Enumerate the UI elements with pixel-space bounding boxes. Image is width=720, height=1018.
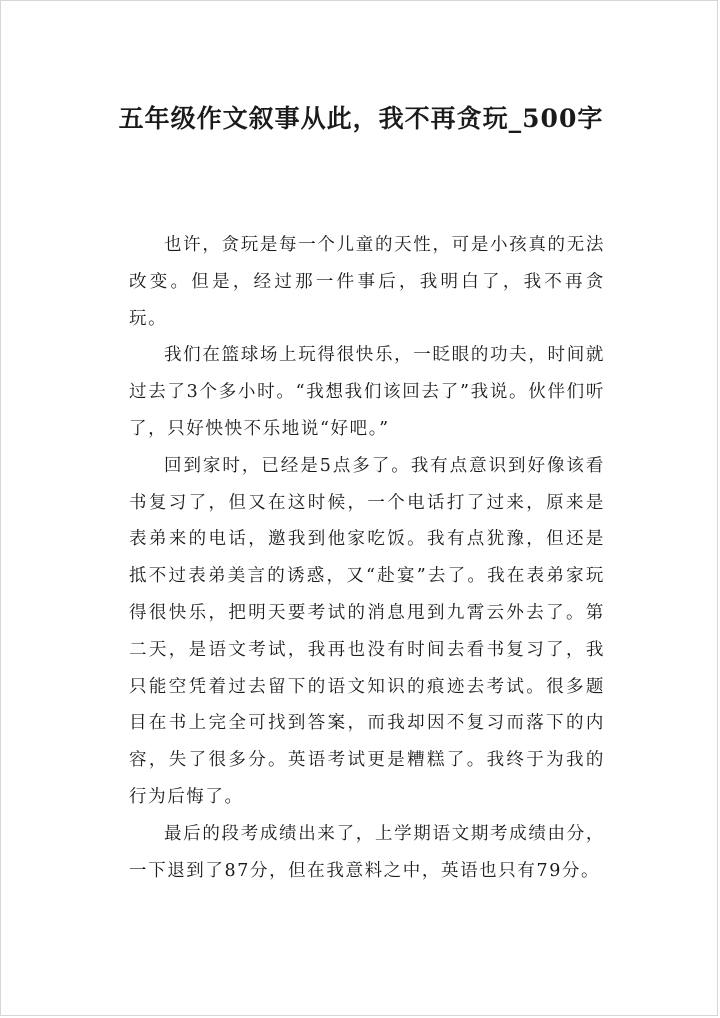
document-title: 五年级作文叙事从此，我不再贪玩_500字 xyxy=(118,104,604,133)
paragraph: 回到家时，已经是5点多了。我有点意识到好像该看书复习了，但又在这时候，一个电话打了过来，原来是表弟来的电话，邀我到他家吃饭。我有点犹豫，但还是抵不过表弟美言的诱惑，又“赴宴”去了。我在表弟家玩得很快乐，把明天要考试的消息甩到九霄云外去了。第二天，是语文考试，我再也没有时间去看书复习了，我只能空凭着过去留下的语文知识的痕迹去考试。很多题目在书上完全可找到答案，而我却因不复习而落下的内容，失了很多分。英语考试更是糟糕了。我终于为我的行为后悔了。 xyxy=(129,455,605,807)
paragraph: 我们在篮球场上玩得很快乐，一眨眼的功夫，时间就过去了3个多小时。“我想我们该回去了”我说。伙伴们听了，只好怏怏不乐地说“好吧。” xyxy=(129,345,605,439)
paragraph: 也许，贪玩是每一个儿童的天性，可是小孩真的无法改变。但是，经过那一件事后，我明白了，我不再贪玩。 xyxy=(129,235,605,329)
paragraph: 最后的段考成绩出来了，上学期语文期考成绩由分，一下退到了87分，但在我意料之中，英语也只有79分。 xyxy=(129,823,605,881)
document-body xyxy=(129,227,605,889)
